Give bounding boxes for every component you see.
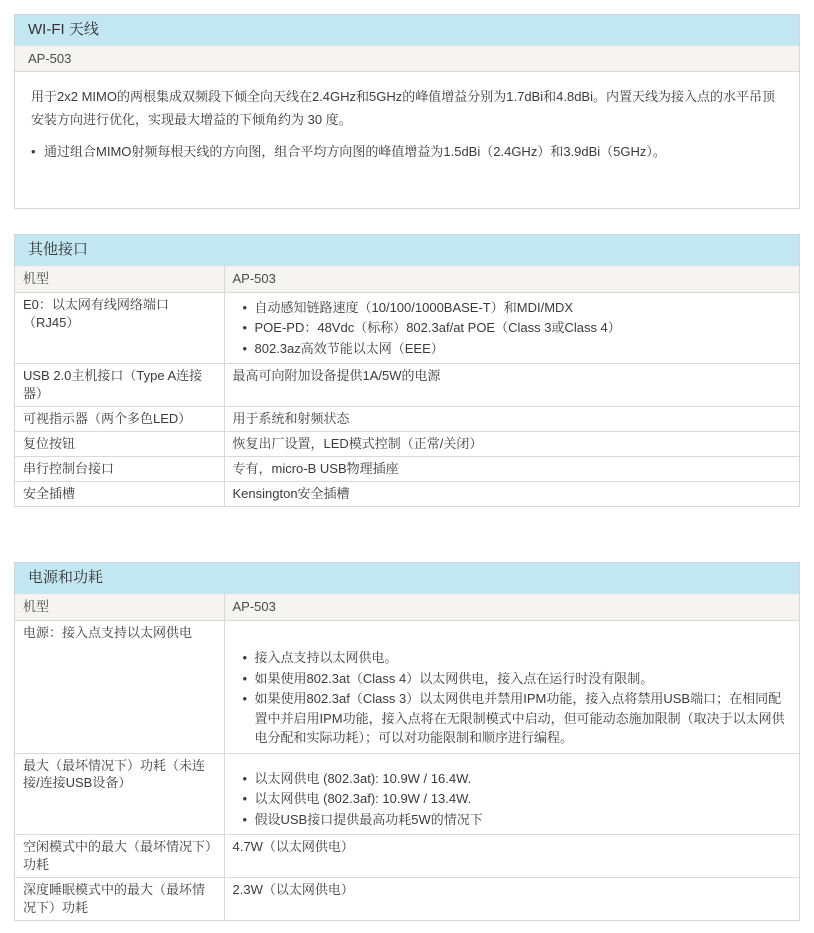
spec-label: USB 2.0主机接口（Type A连接器） [15,364,224,407]
spec-value-bullet: • POE-PD：48Vdc（标称）802.3af/at POE（Class 3或Class 4） [243,318,790,338]
table-row [15,482,799,506]
spec-value-bullet-list [243,298,790,359]
spec-value-bullet: • 假设USB接口提供最高功耗5W的情况下 [243,810,790,830]
spec-label: 安全插槽 [15,482,224,506]
subheader-model-type: 机型 [15,594,224,620]
spec-label: 电源：接入点支持以太网供电 [15,621,224,754]
spec-label: 空闲模式中的最大（最坏情况下）功耗 [15,835,224,878]
antenna-bullet-list [31,141,783,164]
spec-value-bullet-list [243,648,790,748]
table-row [15,457,799,482]
antenna-bullet: • 通过组合MIMO射频每根天线的方向图，组合平均方向图的峰值增益为1.5dBi（2.4GHz）和3.9dBi（5GHz）。 [31,141,783,164]
section-power-consumption [14,562,800,921]
spec-value-bullet: • 以太网供电 (802.3at): 10.9W / 16.4W. [243,769,790,789]
other-interfaces-title: 其他接口 [28,241,89,258]
table-subheader-row [15,594,799,620]
wifi-antenna-model-row [15,46,799,72]
spec-label: 最大（最坏情况下）功耗（未连接/连接USB设备） [15,753,224,835]
spec-value: Kensington安全插槽 [224,482,799,506]
spec-value-bullet: • 802.3az高效节能以太网（EEE） [243,339,790,359]
spec-value [224,753,799,835]
table-row [15,877,799,919]
spec-value-bullet: • 如果使用802.3at（Class 4）以太网供电，接入点在运行时没有限制。 [243,669,790,689]
interfaces-table [15,266,799,506]
table-row [15,432,799,457]
subheader-model-value: AP-503 [224,266,799,292]
spec-value: 恢复出厂设置，LED模式控制（正常/关闭） [224,432,799,457]
spec-value [224,292,799,364]
table-row [15,753,799,835]
spec-value-bullet: • 自动感知链路速度（10/100/1000BASE-T）和MDI/MDX [243,298,790,318]
table-row [15,407,799,432]
table-row [15,835,799,878]
section-wifi-antenna [14,14,800,209]
model-label: AP-503 [28,51,72,66]
subheader-model-value: AP-503 [224,594,799,620]
power-title: 电源和功耗 [28,569,104,587]
spec-value-bullet: • 以太网供电 (802.3af): 10.9W / 13.4W. [243,789,790,809]
spec-label: 可视指示器（两个多色LED） [15,407,224,432]
spec-value [224,621,799,754]
wifi-antenna-title: WI-FI 天线 [28,21,99,38]
table-subheader-row [15,266,799,292]
spec-value: 4.7W（以太网供电） [224,835,799,878]
table-row [15,621,799,754]
power-title-bar [15,563,799,594]
spec-label: 串行控制台接口 [15,457,224,482]
spec-value-bullet: • 如果使用802.3af（Class 3）以太网供电并禁用IPM功能，接入点将禁用USB端口；在相同配置中并启用IPM功能，接入点将在无限制模式中启动，但可能动态施加限制（取决于以太网供电分配和实际功耗）；可以对功能限制和顺序进行编程。 [243,689,790,748]
subheader-model-type: 机型 [15,266,224,292]
table-row [15,364,799,407]
spec-label: 复位按钮 [15,432,224,457]
wifi-antenna-body [15,72,799,208]
table-row [15,292,799,364]
spec-value: 最高可向附加设备提供1A/5W的电源 [224,364,799,407]
other-interfaces-title-bar [15,235,799,266]
spec-label: E0：以太网有线网络端口（RJ45） [15,292,224,364]
spec-value: 专有，micro-B USB物理插座 [224,457,799,482]
spec-value-bullet-list [243,769,790,830]
antenna-paragraph: 用于2x2 MIMO的两根集成双频段下倾全向天线在2.4GHz和5GHz的峰值增益分别为1.7dBi和4.8dBi。内置天线为接入点的水平吊顶安装方向进行优化，实现最大增益的下倾角约为 30 度。 [31,89,775,127]
section-other-interfaces [14,234,800,507]
spec-value: 用于系统和射频状态 [224,407,799,432]
wifi-antenna-title-bar [15,15,799,46]
spec-label: 深度睡眠模式中的最大（最坏情况下）功耗 [15,877,224,919]
power-table [15,594,799,920]
spec-value-bullet: • 接入点支持以太网供电。 [243,648,790,668]
spec-value: 2.3W（以太网供电） [224,877,799,919]
